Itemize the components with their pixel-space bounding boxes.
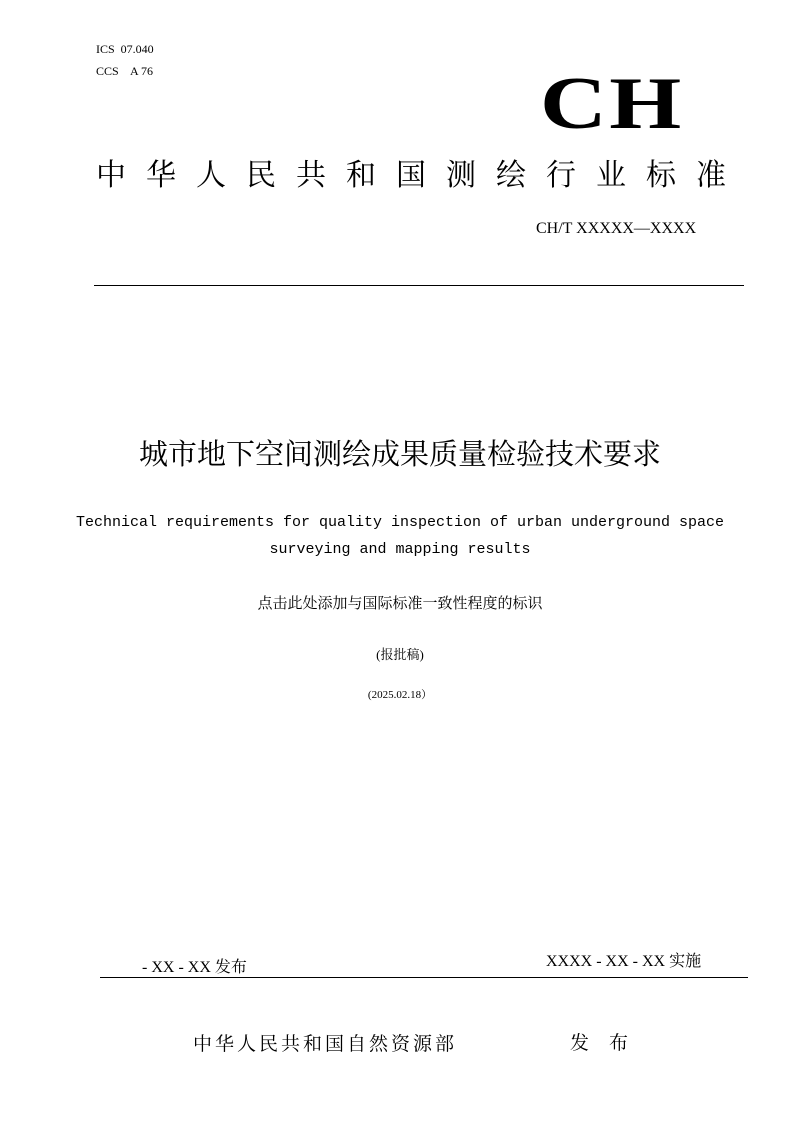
- ch-logo: CH: [540, 63, 684, 145]
- draft-label: (报批稿): [376, 647, 424, 662]
- bottom-divider: [100, 977, 748, 978]
- document-title: 城市地下空间测绘成果质量检验技术要求: [138, 437, 661, 471]
- draft-date: (2025.02.18）: [367, 689, 433, 701]
- standard-code: CH/T XXXXX—XXXX: [536, 220, 697, 237]
- top-divider: [94, 285, 744, 286]
- implement-date: XXXX - XX - XX 实施: [546, 953, 702, 970]
- ccs-code: CCS A 76: [96, 64, 154, 78]
- consistency-note[interactable]: 点击此处添加与国际标准一致性程度的标识: [257, 594, 543, 612]
- ics-code: ICS 07.040: [96, 42, 154, 56]
- issue-label: 发 布: [570, 1032, 636, 1054]
- org-standard-title: 中华人民共和国测绘行业标准: [96, 158, 746, 193]
- english-title-text: Technical requirements for quality inspection of urban underground space surveying and mapping results: [75, 514, 725, 558]
- issuing-authority: 中华人民共和国自然资源部: [193, 1033, 458, 1055]
- publish-date: - XX - XX 发布: [142, 959, 247, 976]
- english-title: [0, 509, 800, 563]
